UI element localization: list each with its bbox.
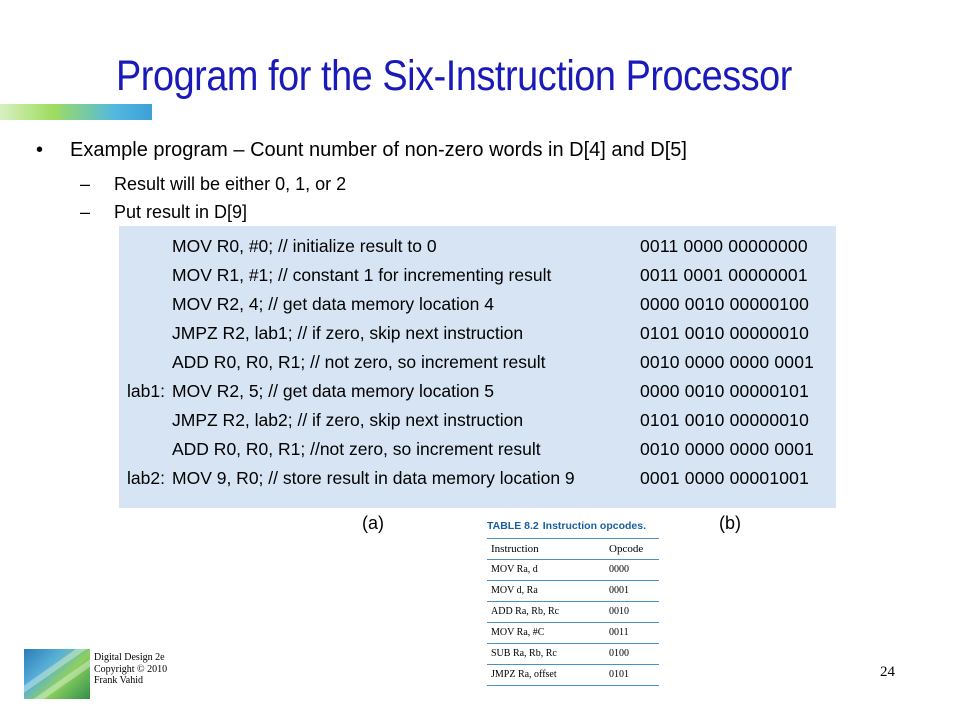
program-line bbox=[119, 410, 836, 438]
book-cover-logo bbox=[24, 649, 90, 699]
sub-bullet-marker: – bbox=[80, 202, 91, 222]
machine-code: 0010 0000 0000 0001 bbox=[640, 352, 815, 372]
machine-code: 0101 0010 00000010 bbox=[640, 323, 810, 343]
slide-title: Program for the Six-Instruction Processor bbox=[116, 52, 792, 100]
instruction-text: ADD R0, R0, R1; //not zero, so increment result bbox=[172, 439, 541, 459]
table-cell: 0101 bbox=[609, 669, 629, 680]
table-row bbox=[487, 560, 659, 581]
instruction-text: MOV R2, 5; // get data memory location 5 bbox=[172, 381, 494, 401]
table-cell: 0000 bbox=[609, 564, 629, 575]
sub-bullet-2 bbox=[80, 202, 247, 223]
instruction-text: MOV 9, R0; // store result in data memory location 9 bbox=[172, 468, 575, 488]
machine-code: 0011 0001 00000001 bbox=[640, 265, 808, 285]
machine-code: 0000 0010 00000101 bbox=[640, 381, 810, 401]
sub-bullet-marker: – bbox=[80, 174, 91, 194]
footer-line: Digital Design 2e bbox=[94, 652, 165, 663]
table-cell: 0010 bbox=[609, 606, 629, 617]
caption-b: (b) bbox=[719, 513, 741, 533]
table-cell: SUB Ra, Rb, Rc bbox=[491, 648, 557, 659]
machine-code: 0010 0000 0000 0001 bbox=[640, 439, 815, 459]
table-row bbox=[487, 623, 659, 644]
program-line bbox=[119, 468, 836, 496]
page-number: 24 bbox=[880, 664, 895, 680]
table-cell: 0001 bbox=[609, 585, 629, 596]
program-listing bbox=[119, 226, 836, 508]
main-bullet bbox=[36, 139, 687, 162]
code-label: lab1: bbox=[127, 381, 165, 401]
header-instruction: Instruction bbox=[491, 543, 539, 555]
footer-line: Frank Vahid bbox=[94, 675, 143, 686]
program-line bbox=[119, 439, 836, 467]
program-line bbox=[119, 381, 836, 409]
table-row bbox=[487, 581, 659, 602]
sub-bullet-text: Put result in D[9] bbox=[114, 202, 248, 222]
footer-line: Copyright © 2010 bbox=[94, 663, 168, 675]
program-line bbox=[119, 265, 836, 293]
table-title: Instruction opcodes. bbox=[542, 520, 646, 532]
machine-code: 0001 0000 00001001 bbox=[640, 468, 810, 488]
main-bullet-text: Example program – Count number of non-zero words in D[4] and D[5] bbox=[70, 139, 687, 161]
header-opcode: Opcode bbox=[609, 543, 644, 555]
table-row bbox=[487, 644, 659, 665]
table-cell: ADD Ra, Rb, Rc bbox=[491, 606, 560, 617]
table-cell: 0100 bbox=[609, 648, 629, 659]
table-row bbox=[487, 665, 659, 686]
program-line bbox=[119, 323, 836, 351]
instruction-text: MOV R2, 4; // get data memory location 4 bbox=[172, 294, 494, 314]
program-line bbox=[119, 294, 836, 322]
machine-code: 0000 0010 00000100 bbox=[640, 294, 810, 314]
table-label: TABLE 8.2 bbox=[487, 520, 539, 532]
footer-credits bbox=[94, 652, 167, 687]
table-header bbox=[487, 538, 659, 560]
program-line bbox=[119, 352, 836, 380]
instruction-text: JMPZ R2, lab2; // if zero, skip next instruction bbox=[172, 410, 524, 430]
table-row bbox=[487, 602, 659, 623]
caption-a: (a) bbox=[362, 513, 384, 533]
title-accent-bar bbox=[0, 104, 152, 120]
sub-bullet-text: Result will be either 0, 1, or 2 bbox=[114, 174, 347, 194]
opcode-table bbox=[487, 520, 659, 686]
table-cell: MOV d, Ra bbox=[491, 585, 538, 596]
sub-bullet-1 bbox=[80, 174, 346, 195]
bullet-marker: • bbox=[36, 139, 44, 161]
table-cell: MOV Ra, d bbox=[491, 564, 538, 575]
instruction-text: MOV R1, #1; // constant 1 for incrementing result bbox=[172, 265, 552, 285]
machine-code: 0101 0010 00000010 bbox=[640, 410, 810, 430]
program-line bbox=[119, 236, 836, 264]
table-cell: JMPZ Ra, offset bbox=[491, 669, 557, 680]
table-cell: 0011 bbox=[609, 627, 629, 638]
instruction-text: JMPZ R2, lab1; // if zero, skip next instruction bbox=[172, 323, 524, 343]
machine-code: 0011 0000 00000000 bbox=[640, 236, 808, 256]
instruction-text: ADD R0, R0, R1; // not zero, so increment result bbox=[172, 352, 546, 372]
code-label: lab2: bbox=[127, 468, 165, 488]
instruction-text: MOV R0, #0; // initialize result to 0 bbox=[172, 236, 437, 256]
table-caption bbox=[487, 520, 659, 538]
table-cell: MOV Ra, #C bbox=[491, 627, 545, 638]
